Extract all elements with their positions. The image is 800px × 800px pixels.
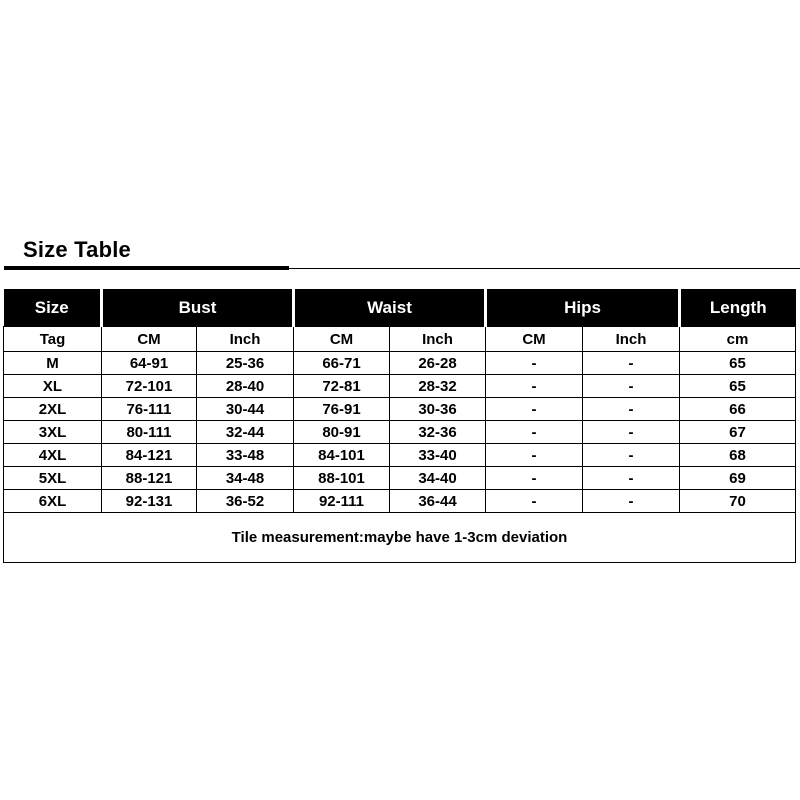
unit-cell: Inch	[197, 327, 294, 352]
table-cell: 72-81	[294, 375, 390, 398]
table-cell: 33-48	[197, 444, 294, 467]
unit-cell: CM	[102, 327, 197, 352]
table-cell: 64-91	[102, 352, 197, 375]
table-cell: -	[486, 352, 583, 375]
measurement-note: Tile measurement:maybe have 1-3cm deviation	[4, 513, 796, 563]
table-cell: 32-36	[390, 421, 486, 444]
table-cell: 80-111	[102, 421, 197, 444]
unit-cell: Tag	[4, 327, 102, 352]
unit-cell: Inch	[583, 327, 680, 352]
table-cell: 66-71	[294, 352, 390, 375]
title-underline	[4, 266, 289, 270]
table-cell: -	[583, 467, 680, 490]
table-cell: 68	[680, 444, 796, 467]
table-cell: 66	[680, 398, 796, 421]
table-cell: 2XL	[4, 398, 102, 421]
header-waist: Waist	[294, 289, 486, 327]
table-cell: 32-44	[197, 421, 294, 444]
unit-cell: Inch	[390, 327, 486, 352]
table-cell: 70	[680, 490, 796, 513]
table-cell: 84-121	[102, 444, 197, 467]
table-cell: 25-36	[197, 352, 294, 375]
size-table	[3, 289, 796, 563]
table-row	[4, 421, 796, 444]
table-row	[4, 490, 796, 513]
table-cell: 84-101	[294, 444, 390, 467]
table-cell: 80-91	[294, 421, 390, 444]
table-cell: 34-40	[390, 467, 486, 490]
note-row	[4, 513, 796, 563]
table-cell: 28-40	[197, 375, 294, 398]
unit-cell: cm	[680, 327, 796, 352]
table-cell: -	[486, 467, 583, 490]
unit-cell: CM	[486, 327, 583, 352]
table-cell: -	[486, 375, 583, 398]
table-cell: 36-52	[197, 490, 294, 513]
table-cell: -	[583, 375, 680, 398]
table-cell: -	[583, 444, 680, 467]
table-cell: 67	[680, 421, 796, 444]
table-cell: -	[486, 490, 583, 513]
table-header-row	[4, 289, 796, 327]
table-cell: 33-40	[390, 444, 486, 467]
header-size: Size	[4, 289, 102, 327]
title-divider	[289, 268, 800, 269]
table-cell: M	[4, 352, 102, 375]
table-cell: 88-101	[294, 467, 390, 490]
table-cell: 92-131	[102, 490, 197, 513]
table-cell: -	[486, 398, 583, 421]
header-hips: Hips	[486, 289, 680, 327]
table-cell: 4XL	[4, 444, 102, 467]
table-cell: -	[486, 421, 583, 444]
unit-cell: CM	[294, 327, 390, 352]
table-cell: 65	[680, 375, 796, 398]
header-bust: Bust	[102, 289, 294, 327]
table-row	[4, 352, 796, 375]
table-cell: 72-101	[102, 375, 197, 398]
table-row	[4, 467, 796, 490]
table-cell: 3XL	[4, 421, 102, 444]
table-cell: -	[583, 490, 680, 513]
table-cell: 36-44	[390, 490, 486, 513]
table-cell: 65	[680, 352, 796, 375]
table-cell: 34-48	[197, 467, 294, 490]
table-cell: -	[583, 421, 680, 444]
table-cell: 26-28	[390, 352, 486, 375]
table-cell: XL	[4, 375, 102, 398]
table-cell: 30-44	[197, 398, 294, 421]
table-cell: 28-32	[390, 375, 486, 398]
table-cell: -	[486, 444, 583, 467]
table-row	[4, 444, 796, 467]
table-cell: 88-121	[102, 467, 197, 490]
table-cell: -	[583, 398, 680, 421]
table-cell: 5XL	[4, 467, 102, 490]
table-row	[4, 398, 796, 421]
table-cell: 92-111	[294, 490, 390, 513]
table-row	[4, 375, 796, 398]
table-cell: 30-36	[390, 398, 486, 421]
table-cell: 69	[680, 467, 796, 490]
table-cell: 76-111	[102, 398, 197, 421]
table-cell: 6XL	[4, 490, 102, 513]
unit-row	[4, 327, 796, 352]
table-cell: 76-91	[294, 398, 390, 421]
table-cell: -	[583, 352, 680, 375]
header-length: Length	[680, 289, 796, 327]
page-title: Size Table	[23, 237, 131, 262]
